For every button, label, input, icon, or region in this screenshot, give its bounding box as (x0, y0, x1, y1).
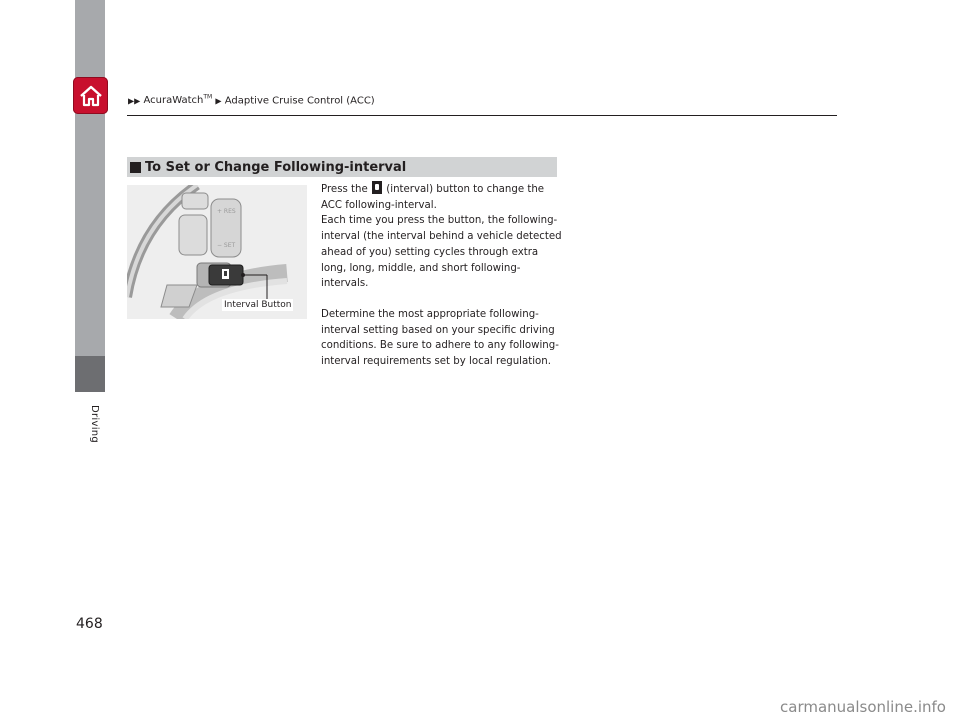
page-number: 468 (76, 616, 103, 632)
header-divider (127, 115, 837, 116)
breadcrumb (128, 94, 375, 106)
sidebar-section-label: Driving (89, 405, 100, 444)
breadcrumb-arrow-icon: ▶▶ (128, 96, 141, 106)
paragraph-2: Determine the most appropriate following-interval setting based on your specific driving conditions. Be sure to adhere to any following-interval requirements set by local regulation. (321, 308, 559, 368)
section-heading (127, 157, 557, 177)
breadcrumb-arrow-icon: ▶ (215, 96, 222, 106)
section-title: To Set or Change Following-interval (145, 159, 407, 175)
interval-icon (372, 181, 382, 194)
breadcrumb-link-acurawatch[interactable]: AcuraWatch™ (143, 94, 213, 107)
section-bullet-icon (130, 162, 141, 173)
home-icon (78, 83, 104, 109)
section-body (321, 181, 565, 370)
paragraph-1: Press the (interval) button to change the ACC following-interval. Each time you press the button, the following-interval (the interval behind a vehicle detected ahead of you) setting cycles through extra long, long, middle, and short following-intervals. (321, 181, 565, 292)
home-button[interactable] (73, 77, 108, 114)
svg-text:+ RES: + RES (217, 208, 236, 215)
interval-button-callout: Interval Button (224, 300, 292, 310)
sidebar-tab-driving[interactable] (75, 356, 105, 392)
watermark: carmanualsonline.info (780, 698, 946, 716)
svg-text:− SET: − SET (217, 242, 236, 249)
sidebar-strip (75, 0, 105, 356)
breadcrumb-current: Adaptive Cruise Control (ACC) (224, 95, 375, 107)
